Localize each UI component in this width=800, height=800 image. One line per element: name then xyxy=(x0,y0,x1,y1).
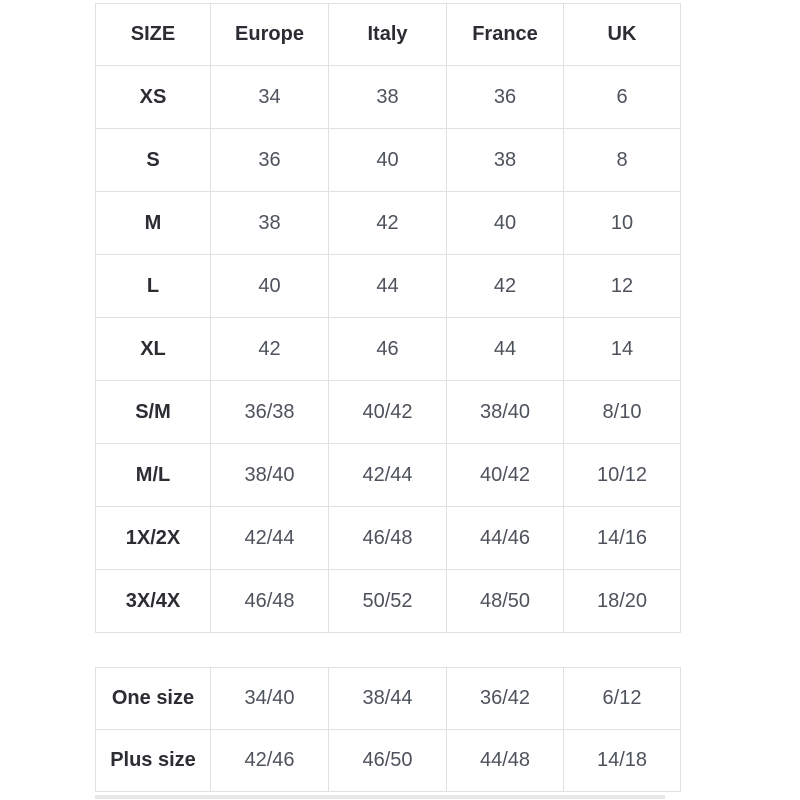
size-label: XS xyxy=(96,66,211,129)
italy-value: 44 xyxy=(329,255,447,318)
size-label: S/M xyxy=(96,381,211,444)
column-header-italy: Italy xyxy=(329,4,447,66)
italy-value: 50/52 xyxy=(329,570,447,633)
size-label: Plus size xyxy=(96,730,211,792)
italy-value: 46/50 xyxy=(329,730,447,792)
size-label: M/L xyxy=(96,444,211,507)
france-value: 36 xyxy=(447,66,564,129)
uk-value: 8/10 xyxy=(564,381,681,444)
italy-value: 42/44 xyxy=(329,444,447,507)
uk-value: 10 xyxy=(564,192,681,255)
europe-value: 34 xyxy=(211,66,329,129)
size-label: 3X/4X xyxy=(96,570,211,633)
europe-value: 38 xyxy=(211,192,329,255)
france-value: 44/48 xyxy=(447,730,564,792)
uk-value: 14/18 xyxy=(564,730,681,792)
table-row-m-l xyxy=(96,444,681,507)
italy-value: 40 xyxy=(329,129,447,192)
special-sizes-table xyxy=(95,667,681,792)
europe-value: 42/44 xyxy=(211,507,329,570)
table-row-xl xyxy=(96,318,681,381)
france-value: 42 xyxy=(447,255,564,318)
column-header-size: SIZE xyxy=(96,4,211,66)
table-row-xs xyxy=(96,66,681,129)
france-value: 40 xyxy=(447,192,564,255)
europe-value: 40 xyxy=(211,255,329,318)
size-label: One size xyxy=(96,668,211,730)
uk-value: 14/16 xyxy=(564,507,681,570)
uk-value: 6/12 xyxy=(564,668,681,730)
size-label: L xyxy=(96,255,211,318)
uk-value: 8 xyxy=(564,129,681,192)
france-value: 44/46 xyxy=(447,507,564,570)
europe-value: 42/46 xyxy=(211,730,329,792)
table-row-l xyxy=(96,255,681,318)
europe-value: 36/38 xyxy=(211,381,329,444)
size-conversion-table xyxy=(95,3,681,633)
table-row-m xyxy=(96,192,681,255)
column-header-uk: UK xyxy=(564,4,681,66)
italy-value: 40/42 xyxy=(329,381,447,444)
france-value: 36/42 xyxy=(447,668,564,730)
europe-value: 34/40 xyxy=(211,668,329,730)
column-header-france: France xyxy=(447,4,564,66)
europe-value: 38/40 xyxy=(211,444,329,507)
uk-value: 6 xyxy=(564,66,681,129)
france-value: 48/50 xyxy=(447,570,564,633)
size-label: 1X/2X xyxy=(96,507,211,570)
france-value: 38 xyxy=(447,129,564,192)
italy-value: 46/48 xyxy=(329,507,447,570)
europe-value: 36 xyxy=(211,129,329,192)
uk-value: 10/12 xyxy=(564,444,681,507)
uk-value: 12 xyxy=(564,255,681,318)
table-row-3x-4x xyxy=(96,570,681,633)
column-header-europe: Europe xyxy=(211,4,329,66)
italy-value: 46 xyxy=(329,318,447,381)
uk-value: 18/20 xyxy=(564,570,681,633)
size-label: M xyxy=(96,192,211,255)
cropped-table-edge xyxy=(95,795,665,799)
europe-value: 42 xyxy=(211,318,329,381)
italy-value: 38 xyxy=(329,66,447,129)
france-value: 40/42 xyxy=(447,444,564,507)
europe-value: 46/48 xyxy=(211,570,329,633)
france-value: 38/40 xyxy=(447,381,564,444)
size-label: XL xyxy=(96,318,211,381)
uk-value: 14 xyxy=(564,318,681,381)
header-row xyxy=(96,4,681,66)
italy-value: 38/44 xyxy=(329,668,447,730)
table-row-one-size xyxy=(96,668,681,730)
table-row-s xyxy=(96,129,681,192)
table-row-s-m xyxy=(96,381,681,444)
table-row-1x-2x xyxy=(96,507,681,570)
france-value: 44 xyxy=(447,318,564,381)
italy-value: 42 xyxy=(329,192,447,255)
size-label: S xyxy=(96,129,211,192)
table-row-plus-size xyxy=(96,730,681,792)
